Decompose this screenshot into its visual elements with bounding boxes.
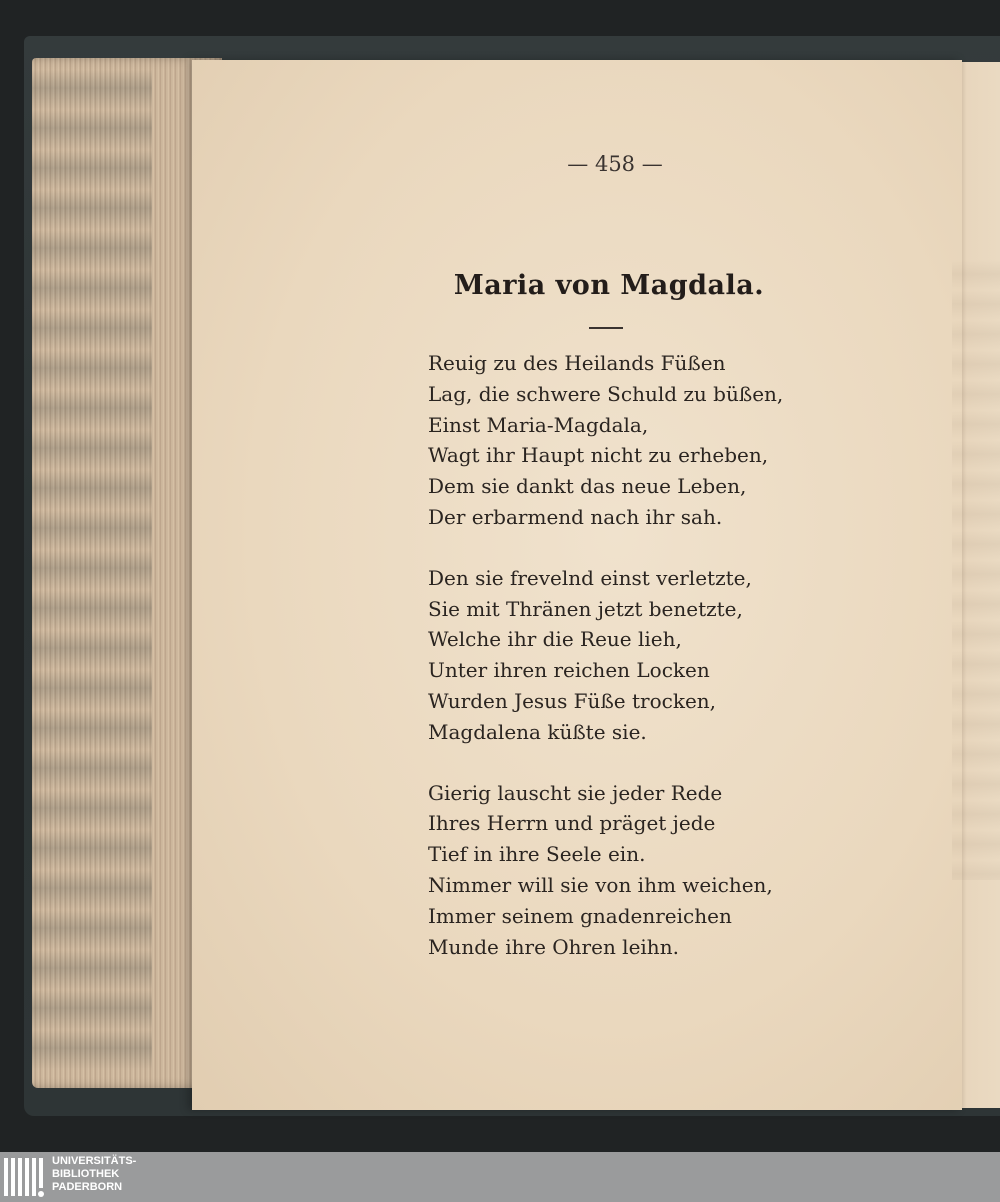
poem-title: Maria von Magdala.	[453, 270, 765, 301]
verse-line: Wurden Jesus Füße trocken,	[428, 688, 717, 713]
stanza-2	[428, 563, 808, 748]
verse-line: Magdalena küßte sie.	[428, 719, 647, 744]
library-name-line: PADERBORN	[52, 1181, 123, 1193]
verse-line: Munde ihre Ohren leihn.	[428, 934, 679, 959]
verse-line: Sie mit Thränen jetzt benetzte,	[428, 596, 743, 621]
library-name-line: UNIVERSITÄTS-	[52, 1155, 137, 1167]
verse-line: Einst Maria-Magdala,	[428, 412, 649, 437]
verse-line: Dem sie dankt das neue Leben,	[428, 474, 747, 499]
edge-stain	[32, 70, 152, 1070]
verse-line: Lag, die schwere Schuld zu büßen,	[428, 381, 784, 406]
verse-line: Tief in ihre Seele ein.	[428, 842, 646, 867]
library-name-line: BIBLIOTHEK	[52, 1168, 120, 1180]
verse-line: Gierig lauscht sie jeder Rede	[428, 780, 723, 805]
page-number: — 458 —	[567, 152, 663, 176]
verse-line: Unter ihren reichen Locken	[428, 658, 710, 683]
poem-body	[428, 348, 808, 992]
verse-line: Der erbarmend nach ihr sah.	[428, 504, 723, 529]
library-name	[52, 1155, 252, 1194]
verse-line: Reuig zu des Heilands Füßen	[428, 351, 726, 375]
verse-line: Nimmer will sie von ihm weichen,	[428, 872, 773, 897]
ink-show-through	[952, 260, 1000, 880]
title-rule	[589, 327, 623, 329]
stanza-3	[428, 778, 808, 963]
verse-line: Welche ihr die Reue lieh,	[428, 627, 682, 652]
verse-line: Ihres Herrn und präget jede	[428, 811, 716, 836]
stanza-1	[428, 348, 808, 533]
verse-line: Den sie frevelnd einst verletzte,	[428, 565, 752, 590]
library-logo-icon	[2, 1154, 46, 1200]
verse-line: Immer seinem gnadenreichen	[428, 903, 732, 928]
verse-line: Wagt ihr Haupt nicht zu erheben,	[428, 443, 769, 468]
